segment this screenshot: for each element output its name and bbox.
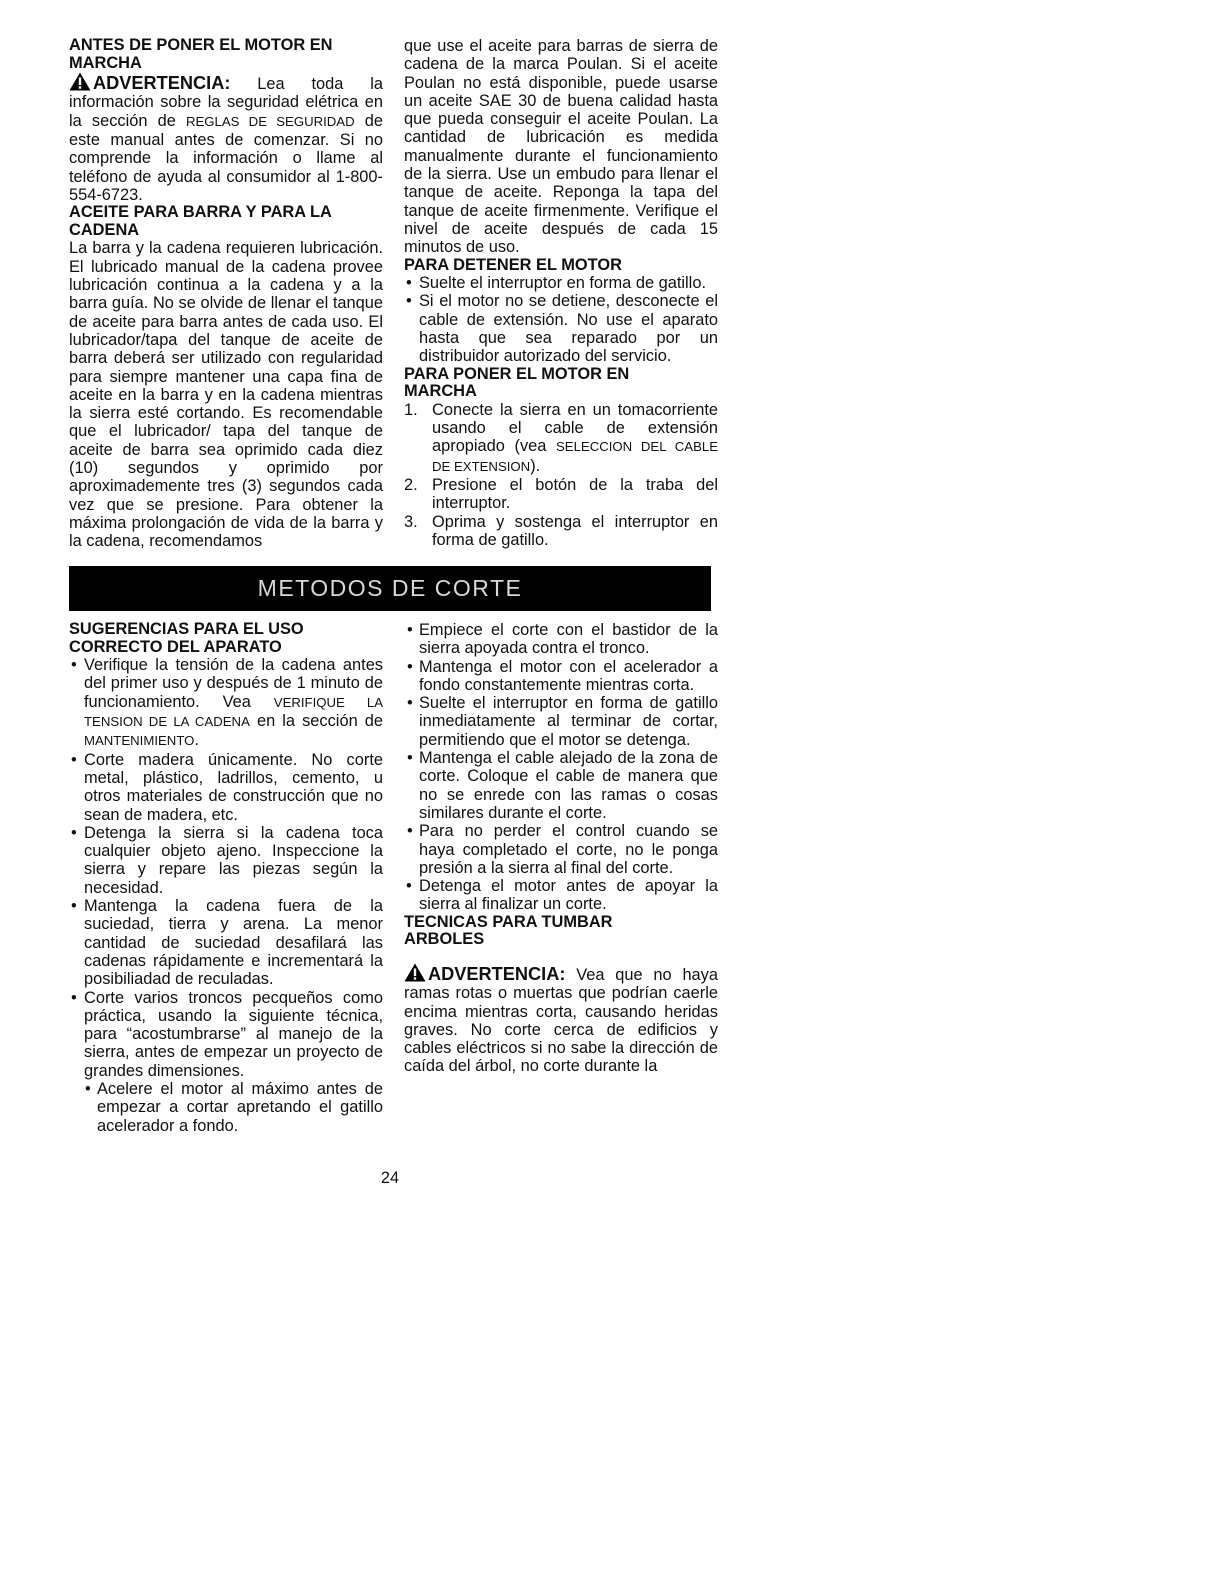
heading-antes-de-poner: ANTES DE PONER EL MOTOR EN MARCHA <box>69 36 333 72</box>
warning-triangle-icon <box>404 963 426 982</box>
list-item <box>69 656 383 750</box>
warning-text-1b: de este manual antes de comenzar. Si no comprende la información o llame al teléfono de ayuda al consumidor al 1-800-554-6723. <box>69 111 383 204</box>
list-item: • Mantenga el motor con el acelerador a fondo constantemente mientras corta. <box>391 658 718 695</box>
list-item-text: Verifique la tensión de la cadena antes del primer uso y después de 1 minuto de funcionamiento. Vea <box>84 656 383 711</box>
step-number: 1. <box>404 400 418 419</box>
heading-poner-motor: PARA PONER EL MOTOR EN MARCHA <box>404 364 630 401</box>
suggestions-list-continued <box>404 877 718 914</box>
warning-label-2: ADVERTENCIA: <box>428 963 566 984</box>
warning-triangle-icon <box>69 72 91 91</box>
bottom-left-column <box>69 621 383 1135</box>
heading-detener-motor: PARA DETENER EL MOTOR <box>404 255 622 274</box>
list-item: • Mantenga la cadena fuera de la suciedad, tierra y arena. La menor cantidad de suciedad desafilará las cadenas rápidamente e incrementará la posibiliadad de reculadas. <box>69 897 383 988</box>
step-item <box>404 401 718 476</box>
list-item: • Si el motor no se detiene, desconecte el cable de extensión. No use el aparato hasta que sea reparado por un distribuidor autorizado del servicio. <box>404 292 718 365</box>
warning-paragraph-2 <box>404 963 718 1076</box>
list-item: • Empiece el corte con el bastidor de la sierra apoyada contra el tronco. <box>391 621 718 658</box>
step-ref-cable: SELECCION DEL CABLE DE EXTENSION <box>432 439 719 474</box>
step-number: 3. <box>404 512 418 531</box>
start-motor-steps <box>404 401 718 549</box>
paragraph-lubricacion: La barra y la cadena requieren lubricación. El lubricado manual de la cadena provee lubricación continua a la cadena y a la barra guía. No se olvide de llenar el tanque de aceite para barra antes de cada uso. El lubricador/tapa del tanque de aceite de barra deberá ser utilizado con regularidad para siempre mantener una capa fina de aceite en la barra y en la cadena mientras la sierra esté cortando. Es recomendable que el lubricador/ tapa del tanque de aceite de barra sea oprimido cada diez (10) segundos y oprimido por aproximademente tres (3) segundos cada vez que se presione. Para obtener la máxima prolongación de vida de la barra y la cadena, recomendamos <box>69 239 383 551</box>
step-text: ). <box>530 456 541 475</box>
heading-sugerencias: SUGERENCIAS PARA EL USO CORRECTO DEL APARATO <box>69 620 304 656</box>
technique-sublist-continued <box>391 621 718 877</box>
warning-ref-reglas: REGLAS DE SEGURIDAD <box>185 113 355 129</box>
paragraph-aceite-poulan: que use el aceite para barras de sierra de cadena de la marca Poulan. Si el aceite Poulan no está disponible, puede usarse un aceite SAE 30 de buena calidad hasta que pueda conseguir el aceite Poulan. La cantidad de lubricación es medida manualmente durante el funcionamiento de la sierra. Use un embudo para llenar el tanque de aceite. Reponga la tapa del tanque de aceite firmenmente. Verifique el nivel de aceite después de cada 15 minutos de uso. <box>404 37 718 257</box>
list-item: • Suelte el interruptor en forma de gatillo. <box>404 274 718 292</box>
top-right-column <box>404 37 718 549</box>
warning-label-1: ADVERTENCIA: <box>93 73 231 94</box>
step-text: Oprima y sostenga el interruptor en forma de gatillo. <box>432 512 718 549</box>
list-item: • Acelere el motor al máximo antes de empezar a cortar apretando el gatillo acelerador a fondo. <box>69 1080 383 1135</box>
step-text: Presione el botón de la traba del interruptor. <box>432 476 718 513</box>
section-banner-metodos-de-corte: METODOS DE CORTE <box>69 566 711 611</box>
warning-text-1a: Lea toda la información sobre la seguridad elétrica en la sección de <box>69 75 383 130</box>
ref-mantenimiento: MANTENIMIENTO <box>84 733 195 749</box>
list-item: • Detenga la sierra si la cadena toca cualquier objeto ajeno. Inspeccione la sierra y repare las piezas según la necesidad. <box>69 824 383 897</box>
list-item-text: . <box>194 731 199 750</box>
bottom-right-column <box>404 621 718 1076</box>
list-item-text: en la sección de <box>249 712 383 731</box>
list-item: • Suelte el interruptor en forma de gatillo inmediatamente al terminar de cortar, permitiendo que el motor se detenga. <box>391 694 718 749</box>
ref-verifique-tension: VERIFIQUE LA TENSION DE LA CADENA <box>84 694 383 730</box>
stop-motor-list <box>404 274 718 365</box>
technique-sublist <box>69 1080 383 1135</box>
list-item: • Corte madera únicamente. No corte metal, plástico, ladrillos, cemento, u otros materiales de construcción que no sean de madera, etc. <box>69 751 383 824</box>
heading-aceite-barra: ACEITE PARA BARRA Y PARA LA CADENA <box>69 203 332 239</box>
heading-tecnicas-tumbar: TECNICAS PARA TUMBAR ARBOLES <box>404 912 613 949</box>
step-item <box>404 476 718 513</box>
step-text: Conecte la sierra en un tomacorriente usando el cable de extensión apropiado (vea <box>432 400 718 456</box>
step-number: 2. <box>404 476 418 495</box>
step-item <box>404 513 718 550</box>
warning-text-2: Vea que no haya ramas rotas o muertas que podrían caerle encima mientras corta, causando heridas graves. No corte cerca de edificios y cables eléctricos si no sabe la dirección de caída del árbol, no corte durante la <box>404 965 718 1076</box>
list-item: • Mantenga el cable alejado de la zona de corte. Coloque el cable de manera que no se enrede con las ramas o cosas similares durante el corte. <box>391 749 718 822</box>
suggestions-list <box>69 656 383 1080</box>
warning-paragraph-1 <box>69 72 383 204</box>
list-item: • Detenga el motor antes de apoyar la sierra al finalizar un corte. <box>404 877 718 914</box>
list-item: • Corte varios troncos pecqueños como práctica, usando la siguiente técnica, para “acostumbrarse” al manejo de la sierra, antes de empezar un proyecto de grandes dimensiones. <box>69 989 383 1080</box>
page-number: 24 <box>380 1169 400 1187</box>
list-item: • Para no perder el control cuando se haya completado el corte, no le ponga presión a la sierra al final del corte. <box>391 822 718 877</box>
top-left-column <box>69 37 383 551</box>
